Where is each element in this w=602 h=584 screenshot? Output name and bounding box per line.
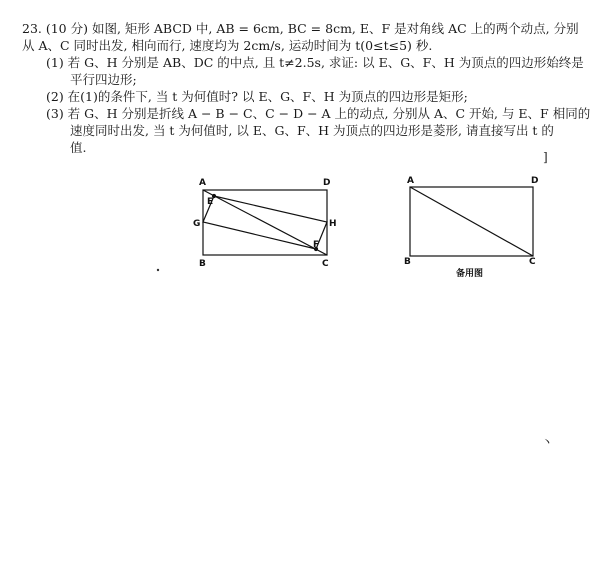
label-c-backup: C bbox=[529, 257, 536, 267]
label-d: D bbox=[323, 178, 331, 188]
label-d-backup: D bbox=[531, 176, 539, 186]
backup-figure-caption: 备用图 bbox=[456, 269, 484, 279]
label-b-backup: B bbox=[404, 257, 411, 267]
diagonal-ac-backup bbox=[410, 187, 533, 256]
label-g: G bbox=[193, 219, 201, 229]
label-a: A bbox=[199, 178, 206, 188]
question-2: (2) 在(1)的条件下, 当 t 为何值时? 以 E、G、F、H 为顶点的四边形是矩形; bbox=[46, 89, 468, 104]
label-e: E bbox=[207, 197, 214, 207]
label-b: B bbox=[199, 259, 206, 269]
problem-statement-line-1: 23. (10 分) 如图, 矩形 ABCD 中, AB = 6cm, BC = 8cm, E、F 是对角线 AC 上的两个动点, 分别 bbox=[22, 21, 579, 36]
question-3-line-2: 速度同时出发, 当 t 为何值时, 以 E、G、F、H 为顶点的四边形是菱形, 请直接写出 t 的 bbox=[70, 123, 554, 138]
figure-2 bbox=[410, 187, 533, 256]
diagonal-ac bbox=[203, 190, 327, 255]
problem-statement-line-2: 从 A、C 同时出发, 相向而行, 速度均为 2cm/s, 运动时间为 t(0≤t≤5) 秒. bbox=[22, 38, 433, 53]
question-3-line-1: (3) 若 G、H 分别是折线 A − B − C、C − D − A 上的动点, 分别从 A、C 开始, 与 E、F 相同的 bbox=[46, 106, 591, 121]
question-1-line-1: (1) 若 G、H 分别是 AB、DC 的中点, 且 t≠2.5s, 求证: 以 E、G、F、H 为顶点的四边形始终是 bbox=[46, 55, 584, 70]
label-f: F bbox=[313, 240, 320, 250]
label-a-backup: A bbox=[407, 176, 414, 186]
stray-dot bbox=[157, 269, 159, 271]
margin-mark-bottom: 丶 bbox=[541, 435, 554, 449]
label-h: H bbox=[329, 219, 337, 229]
figure-1 bbox=[203, 190, 327, 255]
margin-mark-top: ] bbox=[543, 150, 548, 164]
question-3-line-3: 值. bbox=[70, 140, 87, 155]
question-1-line-2: 平行四边形; bbox=[70, 72, 137, 87]
label-c: C bbox=[322, 259, 329, 269]
